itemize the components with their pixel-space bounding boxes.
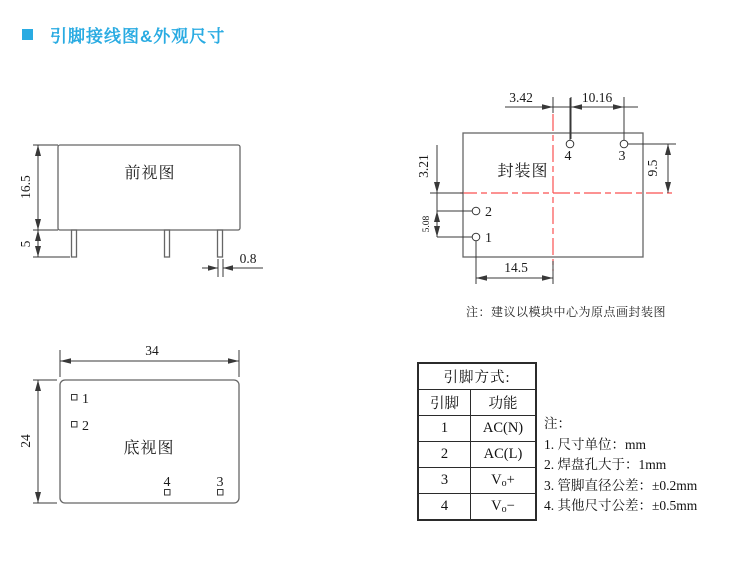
package-note: 注：建议以模块中心为原点画封装图 bbox=[466, 305, 667, 319]
pin-2-pad bbox=[72, 422, 78, 428]
table-row bbox=[418, 442, 536, 468]
col-header-func: 功能 bbox=[471, 390, 537, 416]
notes-block bbox=[544, 414, 697, 517]
dim-pkg-pitch-top: 10.16 bbox=[581, 90, 613, 105]
package-centerlines bbox=[460, 114, 672, 271]
pin-number: 2 bbox=[418, 442, 471, 468]
pin-3-label: 3 bbox=[216, 475, 224, 490]
pin-2-label: 2 bbox=[82, 419, 89, 434]
pin-function: $V_o-$ bbox=[471, 494, 537, 521]
pin-function: AC(N) bbox=[471, 416, 537, 442]
dim-pkg-pin3-y: 9.5 bbox=[645, 159, 660, 177]
dim-bottom-width: 34 bbox=[145, 343, 159, 358]
front-view-body bbox=[58, 145, 240, 230]
dim-pkg-pin2-y: 3.21 bbox=[416, 154, 431, 178]
pin-4-pad bbox=[165, 490, 171, 496]
pin-1-label: 1 bbox=[82, 392, 89, 407]
dim-front-pin-length: 5 bbox=[18, 240, 33, 248]
dim-pkg-pin1-x: 14.5 bbox=[504, 260, 528, 275]
pad-4-label: 4 bbox=[564, 149, 572, 164]
table-row bbox=[418, 468, 536, 494]
table-row bbox=[418, 416, 536, 442]
pad-4 bbox=[566, 140, 574, 148]
pad-1-label: 1 bbox=[485, 231, 492, 246]
dim-pkg-offset-x: 3.42 bbox=[509, 90, 533, 105]
dim-bottom-height: 24 bbox=[18, 434, 33, 448]
table-title-row bbox=[418, 363, 536, 390]
front-view-pin bbox=[218, 230, 223, 257]
table-row bbox=[418, 494, 536, 521]
pad-3 bbox=[620, 140, 628, 148]
table-title: 引脚方式: bbox=[418, 363, 536, 390]
front-view-pin bbox=[72, 230, 77, 257]
pin-number: 4 bbox=[418, 494, 471, 521]
package-view-label: 封装图 bbox=[497, 163, 549, 180]
pin-function-table bbox=[417, 362, 537, 521]
note-line: 1. 尺寸单位：mm bbox=[544, 436, 647, 452]
front-view-pin bbox=[165, 230, 170, 257]
pad-2-label: 2 bbox=[485, 205, 492, 220]
package-pins bbox=[437, 98, 676, 284]
pin-function: $V_o+$ bbox=[471, 468, 537, 494]
note-line: 2. 焊盘孔大于：1mm bbox=[544, 457, 667, 472]
pad-3-label: 3 bbox=[618, 149, 626, 164]
pin-number: 1 bbox=[418, 416, 471, 442]
bottom-view-label: 底视图 bbox=[123, 440, 175, 457]
bottom-view-dimensions bbox=[33, 350, 239, 503]
pin-number: 3 bbox=[418, 468, 471, 494]
dim-front-pin-width: 0.8 bbox=[239, 251, 257, 266]
notes-label: 注： bbox=[544, 416, 571, 431]
pad-1 bbox=[472, 233, 480, 241]
section-title: 引脚接线图&外观尺寸 bbox=[50, 27, 226, 46]
pad-2 bbox=[472, 207, 480, 215]
dim-pkg-pitch-left: 5.08 bbox=[422, 215, 432, 233]
front-view bbox=[58, 145, 240, 257]
pin-table-wrap bbox=[417, 362, 537, 521]
pin-1-pad bbox=[72, 395, 78, 401]
note-line: 4. 其他尺寸公差：±0.5mm bbox=[544, 498, 698, 513]
pin-function: AC(L) bbox=[471, 442, 537, 468]
front-view-label: 前视图 bbox=[124, 165, 176, 182]
note-line: 3. 管脚直径公差：±0.2mm bbox=[544, 477, 698, 493]
pin-3-pad bbox=[218, 490, 224, 496]
pin-4-label: 4 bbox=[163, 475, 171, 490]
package-dimensions bbox=[430, 97, 671, 284]
col-header-pin: 引脚 bbox=[418, 390, 471, 416]
table-header-row bbox=[418, 390, 536, 416]
dim-front-height: 16.5 bbox=[18, 175, 33, 199]
